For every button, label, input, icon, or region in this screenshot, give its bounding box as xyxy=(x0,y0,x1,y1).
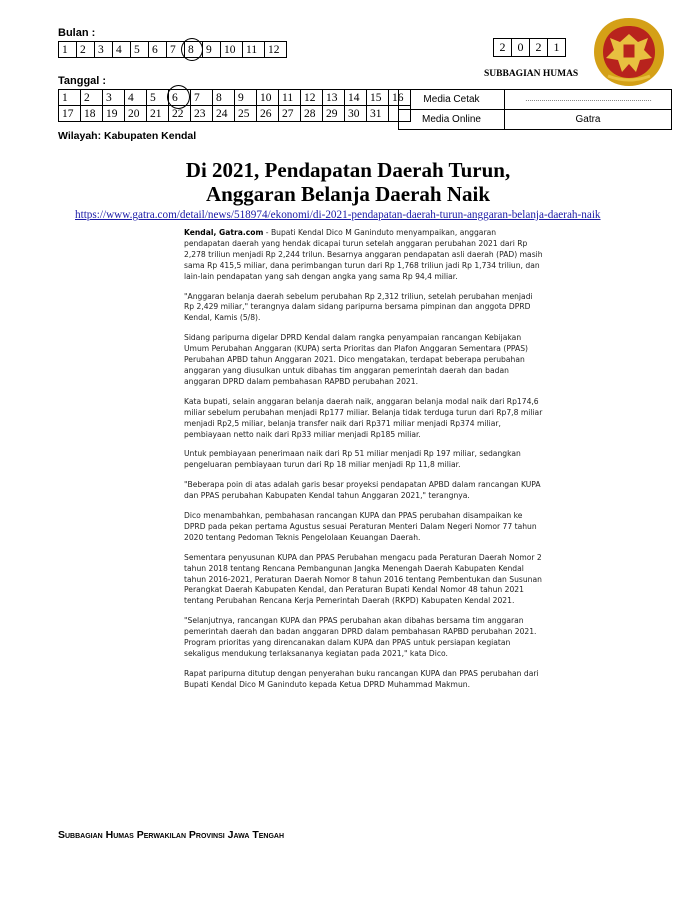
month-cell: 5 xyxy=(131,42,149,58)
lead-text: - Bupati Kendal Dico M Ganinduto menyampaikan, anggaran pendapatan daerah yang hendak dicapai turun setelah anggaran perubahan 2021 dari Rp 2,278 triliun menjadi Rp 2,244 trilun. Besarnya anggaran pendapatan asli daerah (PAD) masih sama Rp 415,5 miliar, dana perimbangan turun dari Rp 1,768 triliun jadi Rp 1,734 triliun, dan lain-lain pendapatan yang sah dengan angka yang sama Rp 94,4 miliar. xyxy=(184,228,543,281)
month-cell: 11 xyxy=(243,42,265,58)
day-cell: 12 xyxy=(301,90,323,106)
month-cell: 9 xyxy=(203,42,221,58)
article-paragraph: Sidang paripurna digelar DPRD Kendal dalam rangka penyampaian rancangan Kebijakan Umum Perubahan Anggaran (KUPA) serta Prioritas dan Plafon Anggaran Sementara (PPAS) Perubahan APBD tahun Anggaran 2021. Dico mengatakan, terdapat beberapa perubahan anggaran yang diusulkan untuk dibahas tim anggaran pemerintah daerah dan badan anggaran DPRD dalam pembahasan RAPBD perubahan 2021. xyxy=(184,333,528,386)
department-label: SUBBAGIAN HUMAS xyxy=(484,69,579,79)
day-cell: 22 xyxy=(169,106,191,122)
day-table xyxy=(58,89,411,122)
day-cell: 29 xyxy=(323,106,345,122)
month-table xyxy=(58,41,287,58)
day-cell: 21 xyxy=(147,106,169,122)
article-title-line2: Anggaran Belanja Daerah Naik xyxy=(205,182,491,206)
day-cell: 9 xyxy=(235,90,257,106)
day-cell: 24 xyxy=(213,106,235,122)
article-title xyxy=(0,158,696,206)
day-cell: 17 xyxy=(59,106,81,122)
month-cell: 7 xyxy=(167,42,185,58)
day-cell: 13 xyxy=(323,90,345,106)
article-title-line1: Di 2021, Pendapatan Daerah Turun, xyxy=(185,158,511,182)
wilayah-label: Wilayah: Kabupaten Kendal xyxy=(58,130,197,142)
article-body xyxy=(184,228,544,700)
month-cell: 6 xyxy=(149,42,167,58)
year-box xyxy=(493,38,566,57)
day-cell: 23 xyxy=(191,106,213,122)
selected-month-circle xyxy=(181,38,203,61)
article-paragraph: Kata bupati, selain anggaran belanja daerah naik, anggaran belanja modal naik dari Rp174,6 miliar sebelum perubahan menjadi Rp177 miliar. Belanja tidak terduga turun dari Rp7,8 miliar menjadi Rp2,5 miliar, belanja transfer naik dari Rp371 miliar menjadi Rp374 miliar, pembiayaan netto naik dari Rp33 miliar menjadi Rp185 miliar. xyxy=(184,396,543,439)
month-cell: 10 xyxy=(221,42,243,58)
day-cell: 25 xyxy=(235,106,257,122)
year-digit: 2 xyxy=(530,39,548,57)
month-cell: 12 xyxy=(265,42,287,58)
day-cell: 4 xyxy=(125,90,147,106)
month-cell: 3 xyxy=(95,42,113,58)
month-cell: 1 xyxy=(59,42,77,58)
day-cell: 1 xyxy=(59,90,81,106)
article-paragraph: Dico menambahkan, pembahasan rancangan KUPA dan PPAS perubahan disampaikan ke DPRD pada pekan pertama Agustus sesuai Peraturan Menteri Dalam Negeri Nomor 77 tahun 2020 tentang Pedoman Teknis Pengelolaan Keuangan Daerah. xyxy=(184,511,537,542)
month-cell: 4 xyxy=(113,42,131,58)
day-cell: 18 xyxy=(81,106,103,122)
day-cell: 20 xyxy=(125,106,147,122)
day-cell: 2 xyxy=(81,90,103,106)
day-cell: 3 xyxy=(103,90,125,106)
footer-label: Subbagian Humas Perwakilan Provinsi Jawa Tengah xyxy=(58,829,285,841)
article-paragraph: "Beberapa poin di atas adalah garis besar proyeksi pendapatan APBD dalam rancangan KUPA dan PPAS perubahan Kabupaten Kendal tahun Anggaran 2021," terangnya. xyxy=(184,480,541,501)
media-cetak-label: Media Cetak xyxy=(399,90,505,110)
lead-paragraph xyxy=(184,228,544,283)
bulan-label: Bulan : xyxy=(58,27,96,39)
article-paragraph: Rapat paripurna ditutup dengan penyerahan buku rancangan KUPA dan PPAS perubahan dari Bupati Kendal Dico M Ganinduto kepada Ketua DPRD Muhammad Makmun. xyxy=(184,668,539,689)
article-paragraph: Sementara penyusunan KUPA dan PPAS Perubahan mengacu pada Peraturan Daerah Nomor 2 tahun 2018 tentang Rencana Pembangunan Jangka Menengah Daerah Kabupaten Kendal tahun 2016-2021, Peraturan Daerah Nomor 8 tahun 2016 tentang Pembentukan dan Susunan Perangkat Daerah Kabupaten Kendal, dan Peraturan Bupati Kendal Nomor 48 tahun 2021 tentang Perubahan Rencana Kerja Pemerintah Daerah (RKPD) Kabupaten Kendal 2021. xyxy=(184,552,542,606)
article-paragraph: "Anggaran belanja daerah sebelum perubahan Rp 2,312 triliun, setelah perubahan menjadi Rp 2,429 miliar," terangnya dalam sidang paripurna bersama pimpinan dan anggota DPRD Kendal, Kamis (5/8). xyxy=(184,291,533,323)
year-digit: 2 xyxy=(494,39,512,57)
day-cell: 30 xyxy=(345,106,367,122)
day-cell: 7 xyxy=(191,90,213,106)
day-cell: 10 xyxy=(257,90,279,106)
garuda-emblem-icon xyxy=(586,12,672,92)
media-cetak-value: ……………………………………………………… xyxy=(505,90,672,110)
year-digit: 1 xyxy=(548,39,566,57)
day-cell: 26 xyxy=(257,106,279,122)
day-cell: 27 xyxy=(279,106,301,122)
day-cell: 14 xyxy=(345,90,367,106)
day-cell: 6 xyxy=(169,90,191,106)
day-cell: 19 xyxy=(103,106,125,122)
day-cell: 11 xyxy=(279,90,301,106)
day-cell: 8 xyxy=(213,90,235,106)
day-cell: 5 xyxy=(147,90,169,106)
lead-dateline: Kendal, Gatra.com xyxy=(184,228,264,237)
article-paragraph: Untuk pembiayaan penerimaan naik dari Rp 51 miliar menjadi Rp 197 miliar, sedangkan pengeluaran pembiayaan turun dari Rp 18 miliar menjadi Rp 11,8 miliar. xyxy=(184,449,521,470)
media-online-label: Media Online xyxy=(399,110,505,130)
tanggal-label: Tanggal : xyxy=(58,75,107,87)
article-paragraph: "Selanjutnya, rancangan KUPA dan PPAS perubahan akan dibahas bersama tim anggaran pemerintah daerah dan badan anggaran DPRD dalam pembahasan RAPBD perubahan 2021. Program prioritas yang direncanakan dalam KUPA dan PPAS untuk persiapan kegiatan sekaligus mendukung terlaksananya kegiatan pada 2021," kata Dico. xyxy=(184,616,537,658)
article-url-link[interactable]: https://www.gatra.com/detail/news/518974/ekonomi/di-2021-pendapatan-daerah-turun-anggaran-belanja-daerah-naik xyxy=(75,209,601,221)
media-table xyxy=(398,89,672,130)
media-online-value: Gatra xyxy=(505,110,672,130)
year-digit: 0 xyxy=(512,39,530,57)
month-cell: 2 xyxy=(77,42,95,58)
day-cell: 28 xyxy=(301,106,323,122)
day-cell: 31 xyxy=(367,106,389,122)
day-cell: 16 xyxy=(389,90,411,106)
day-cell: 15 xyxy=(367,90,389,106)
month-cell: 8 xyxy=(185,42,203,58)
